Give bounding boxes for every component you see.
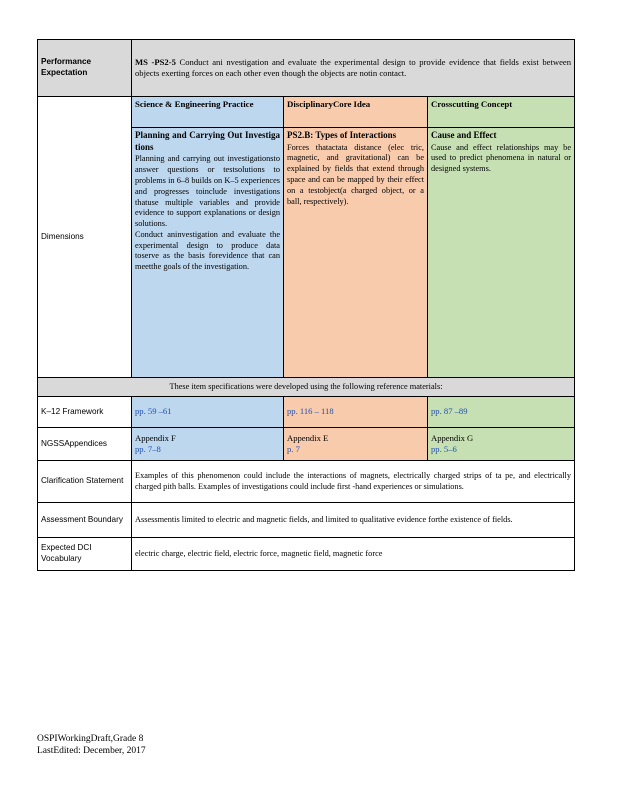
sep-bullet bbox=[135, 230, 280, 273]
performance-expectation-cell bbox=[132, 40, 575, 97]
dimensions-label: Dimensions bbox=[38, 97, 132, 378]
dci-title: PS2.B: Types of Interactions bbox=[287, 130, 397, 140]
vocabulary-label: Expected DCI Vocabulary bbox=[38, 538, 132, 571]
ccc-header: Crosscutting Concept bbox=[428, 97, 575, 128]
dci-cell bbox=[284, 128, 428, 378]
sep-title: Planning and Carrying Out Investiga tions bbox=[135, 130, 280, 152]
ngss-dci-pages: p. 7 bbox=[287, 444, 300, 454]
performance-expectation-row bbox=[38, 40, 575, 97]
assessment-text: Assessmentis limited to electric and magnetic fields, and limited to qualitative evidence forthe existence of fields. bbox=[132, 503, 575, 538]
framework-row bbox=[38, 397, 575, 428]
clarification-text: Examples of this phenomenon could include the interactions of magnets, electrically charged strips of ta pe, and electrically charged pith balls. Examples of investigations could include first -hand experiences or simulations. bbox=[132, 461, 575, 503]
sep-cell bbox=[132, 128, 284, 378]
ngss-row bbox=[38, 428, 575, 461]
item-specification-table bbox=[37, 39, 575, 571]
ngss-dci-cell bbox=[284, 428, 428, 461]
ngss-ccc-title: Appendix G bbox=[431, 432, 474, 443]
ccc-bullet bbox=[431, 143, 571, 175]
reference-note-row bbox=[38, 378, 575, 397]
clarification-label: Clarification Statement bbox=[38, 461, 132, 503]
footer-draft-line: OSPIWorkingDraft,Grade 8 bbox=[37, 734, 144, 744]
dimensions-header-row bbox=[38, 97, 575, 128]
dci-bullet-text: Forces thatactata distance (elec tric, magnetic, and gravitational) can be explained by fields that extend through space and can be mapped by their effect on a testobject(a charged object, or a ball, respectively). bbox=[287, 142, 424, 206]
footer-edited-line: LastEdited: December, 2017 bbox=[37, 745, 146, 756]
ngss-sep-cell bbox=[132, 428, 284, 461]
assessment-row bbox=[38, 503, 575, 538]
ngss-label: NGSSAppendices bbox=[38, 428, 132, 461]
ccc-title: Cause and Effect bbox=[431, 130, 497, 140]
framework-label: K–12 Framework bbox=[38, 397, 132, 428]
ngss-sep-pages: pp. 7–8 bbox=[135, 444, 161, 454]
ccc-cell bbox=[428, 128, 575, 378]
performance-expectation-text: Conduct ani nvestigation and evaluate the experimental design to provide evidence that fields exist between objects exerting forces on each other even though the objects are notin contact. bbox=[135, 56, 571, 78]
clarification-row bbox=[38, 461, 575, 503]
performance-expectation-code: MS -PS2-5 bbox=[135, 56, 176, 67]
ngss-ccc-pages: pp. 5–6 bbox=[431, 444, 457, 454]
framework-dci-pages: pp. 116 – 118 bbox=[284, 397, 428, 428]
ngss-dci-title: Appendix E bbox=[287, 432, 329, 443]
dci-header: DisciplinaryCore Idea bbox=[284, 97, 428, 128]
ngss-sep-title: Appendix F bbox=[135, 432, 176, 443]
page-footer bbox=[37, 734, 146, 758]
dci-bullet bbox=[287, 143, 424, 208]
framework-ccc-pages: pp. 87 –89 bbox=[428, 397, 575, 428]
ccc-bullet-text: Cause and effect relationships may be used to predict phenomena in natural or designed systems. bbox=[431, 142, 571, 174]
assessment-label: Assessment Boundary bbox=[38, 503, 132, 538]
vocabulary-row bbox=[38, 538, 575, 571]
vocabulary-text: electric charge, electric field, electric force, magnetic field, magnetic force bbox=[132, 538, 575, 571]
sep-intro: Planning and carrying out investigationsto answer questions or testsolutions to problems in 6–8 builds on K–5 experiences and progresses toinclude investigations thatuse multiple variables and provide evidence to support explanations or design solutions. bbox=[135, 154, 280, 229]
reference-note: These item specifications were developed using the following reference materials: bbox=[38, 378, 575, 397]
sep-bullet-text: Conduct aninvestigation and evaluate the experimental design to produce data toserve as the basis forevidence that can meetthe goals of the investigation. bbox=[135, 229, 280, 272]
performance-expectation-label: Performance Expectation bbox=[38, 40, 132, 97]
framework-sep-pages: pp. 59 –61 bbox=[132, 397, 284, 428]
ngss-ccc-cell bbox=[428, 428, 575, 461]
sep-header: Science & Engineering Practice bbox=[132, 97, 284, 128]
